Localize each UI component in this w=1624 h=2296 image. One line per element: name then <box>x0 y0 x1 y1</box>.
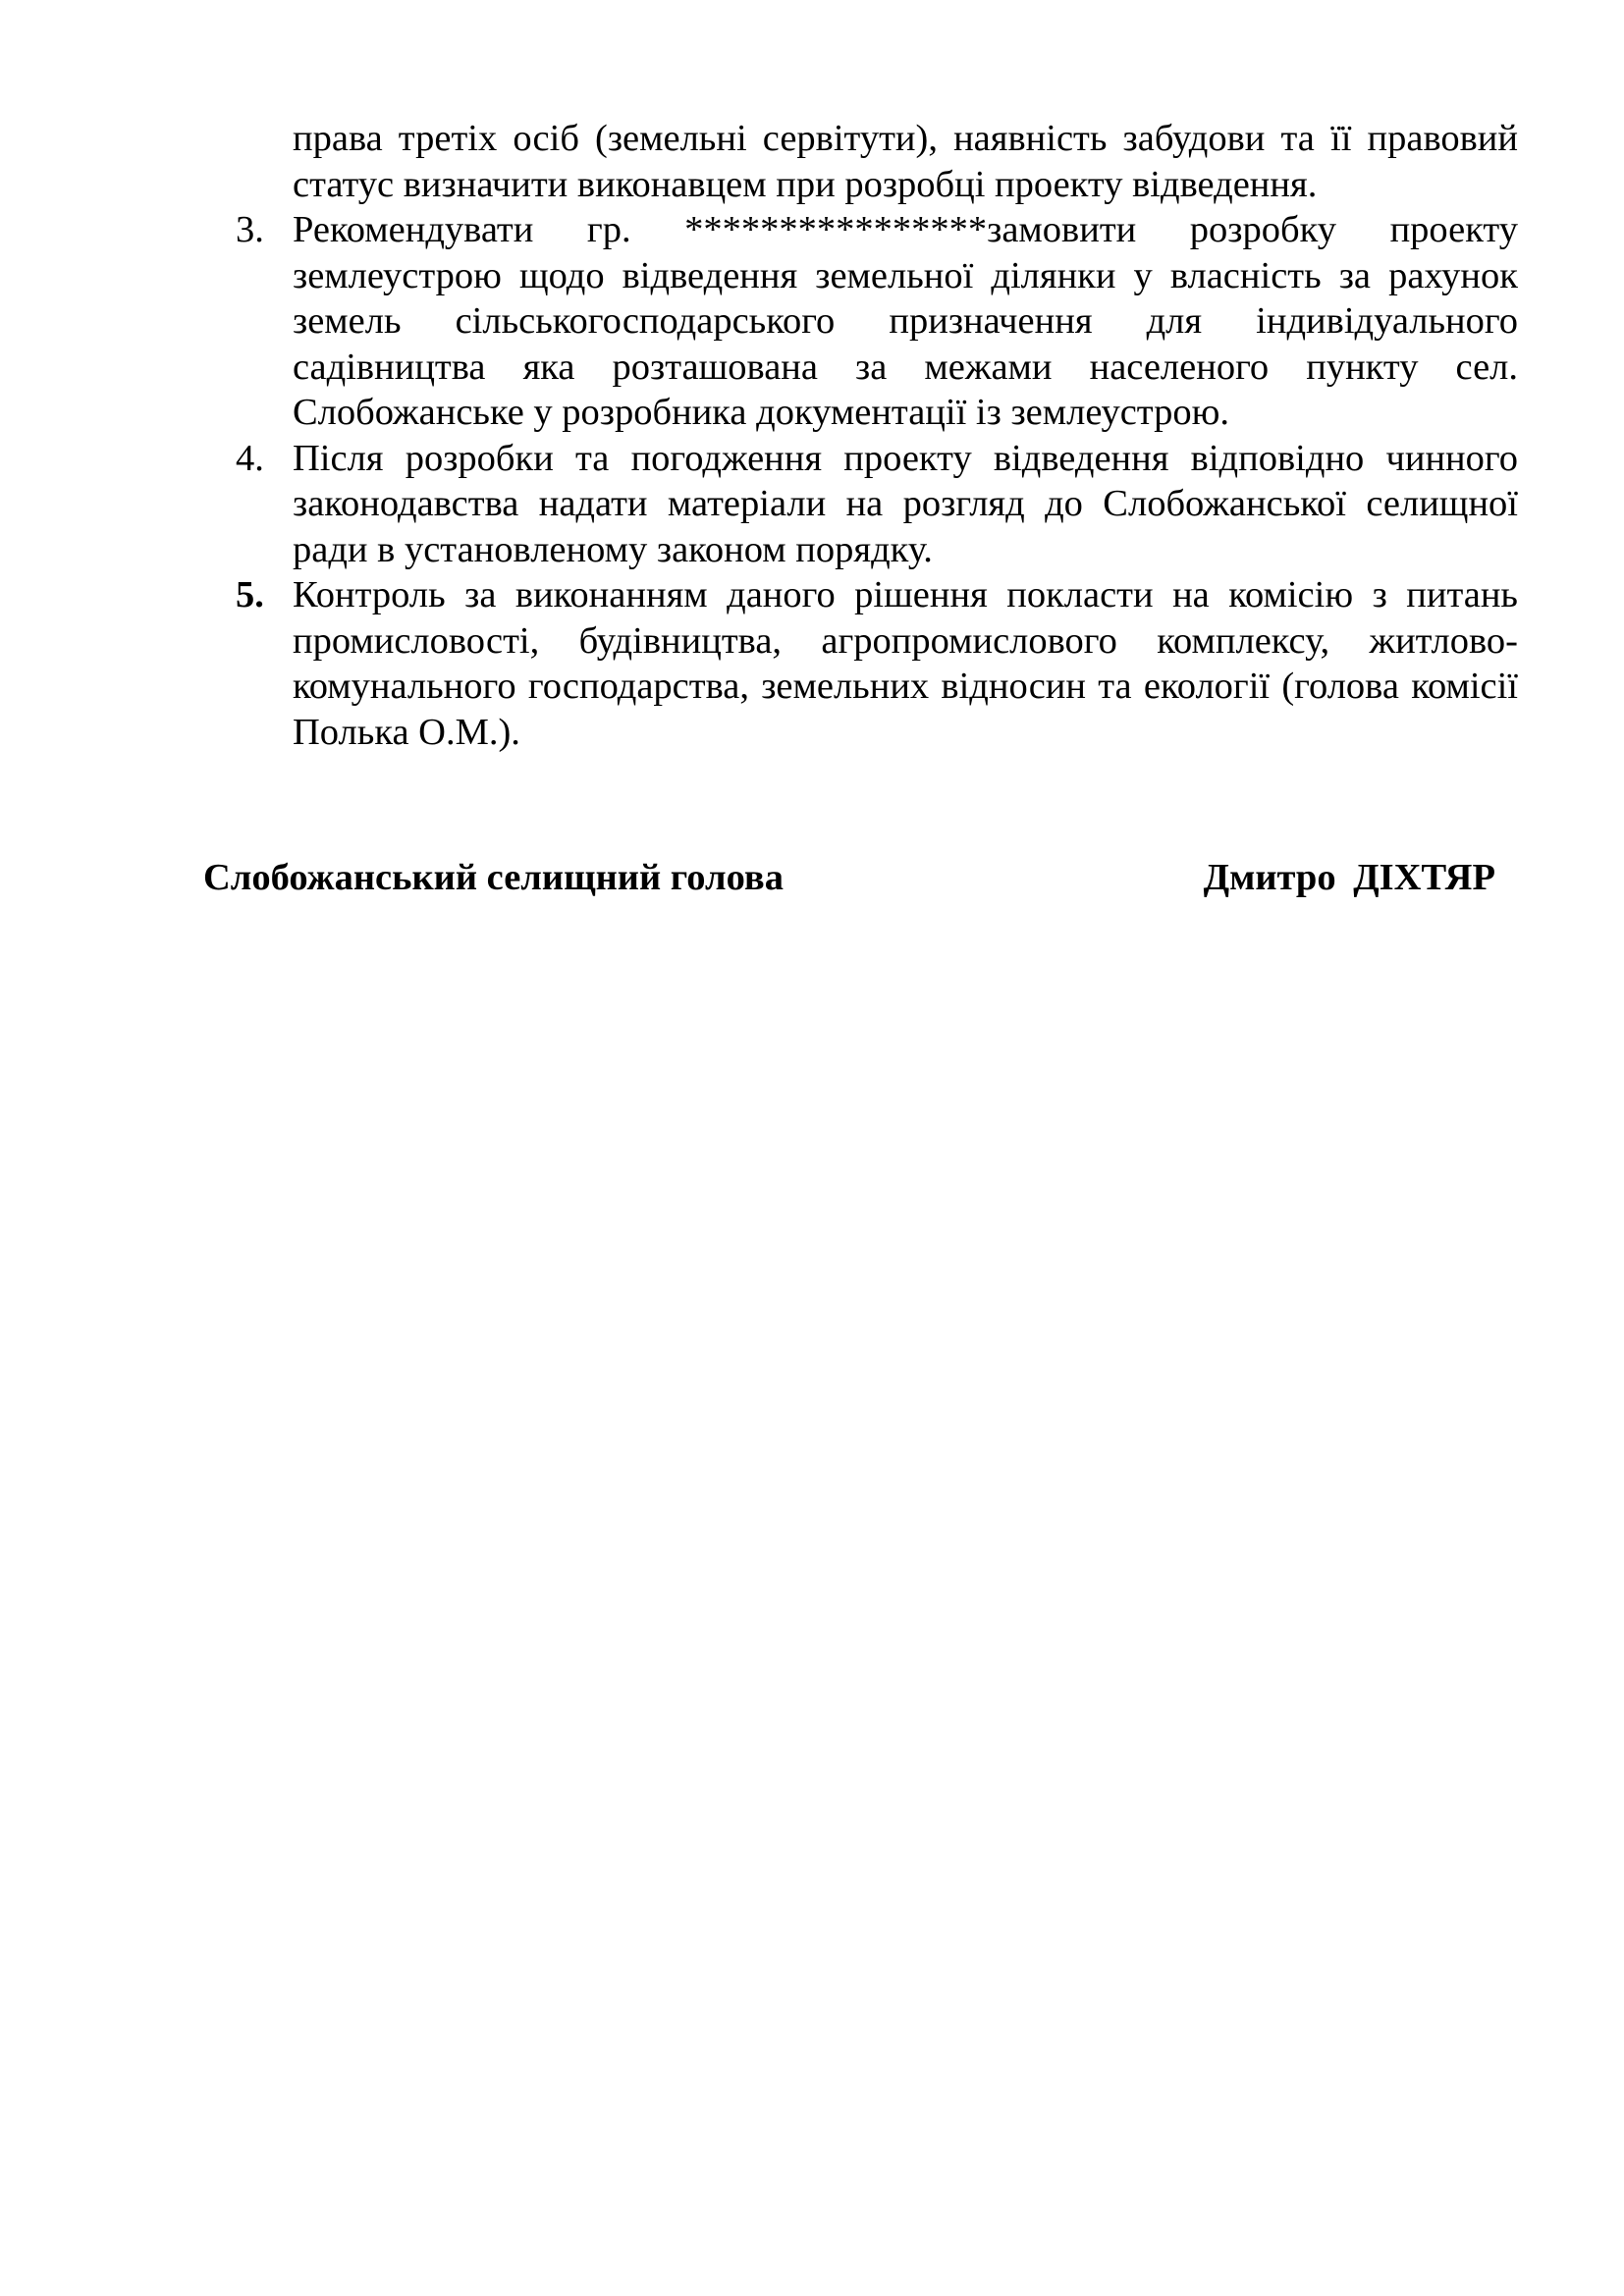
signatory-name: Дмитро ДІХТЯР <box>1203 857 1495 898</box>
list-item-3 <box>236 207 1518 436</box>
list-item-text: Рекомендувати гр. ****************замовити розробку проекту землеустрою щодо відведення земельної ділянки у власність за рахунок земель сільськогосподарського призначення для індивідуального садівництва яка розташована за межами населеного пункту сел. Слобожанське у розробника документації із землеустрою. <box>293 209 1518 433</box>
list-item-4 <box>236 436 1518 573</box>
list-item-number <box>236 116 293 207</box>
list-item-text: Контроль за виконанням даного рішення покласти на комісію з питань промисловості, будівництва, агропромислового комплексу, житлово-комунального господарства, земельних відносин та екології (голова комісії Полька О.М.). <box>293 574 1518 753</box>
list-item-text: Після розробки та погодження проекту відведення відповідно чинного законодавства надати матеріали на розгляд до Слобожанської селищної ради в установленому законом порядку. <box>293 437 1518 570</box>
list-item-continuation <box>236 116 1518 207</box>
decision-text <box>236 116 1518 755</box>
list-item-number: 4. <box>236 437 264 479</box>
list-item-number: 5. <box>236 574 264 615</box>
list-item-5 <box>236 572 1518 755</box>
signatory-title: Слобожанський селищний голова <box>203 857 784 898</box>
list-item-text: права третіх осіб (земельні сервітути), наявність забудови та її правовий статус визначити виконавцем при розробці проекту відведення. <box>293 118 1518 205</box>
list-item-number: 3. <box>236 209 264 250</box>
